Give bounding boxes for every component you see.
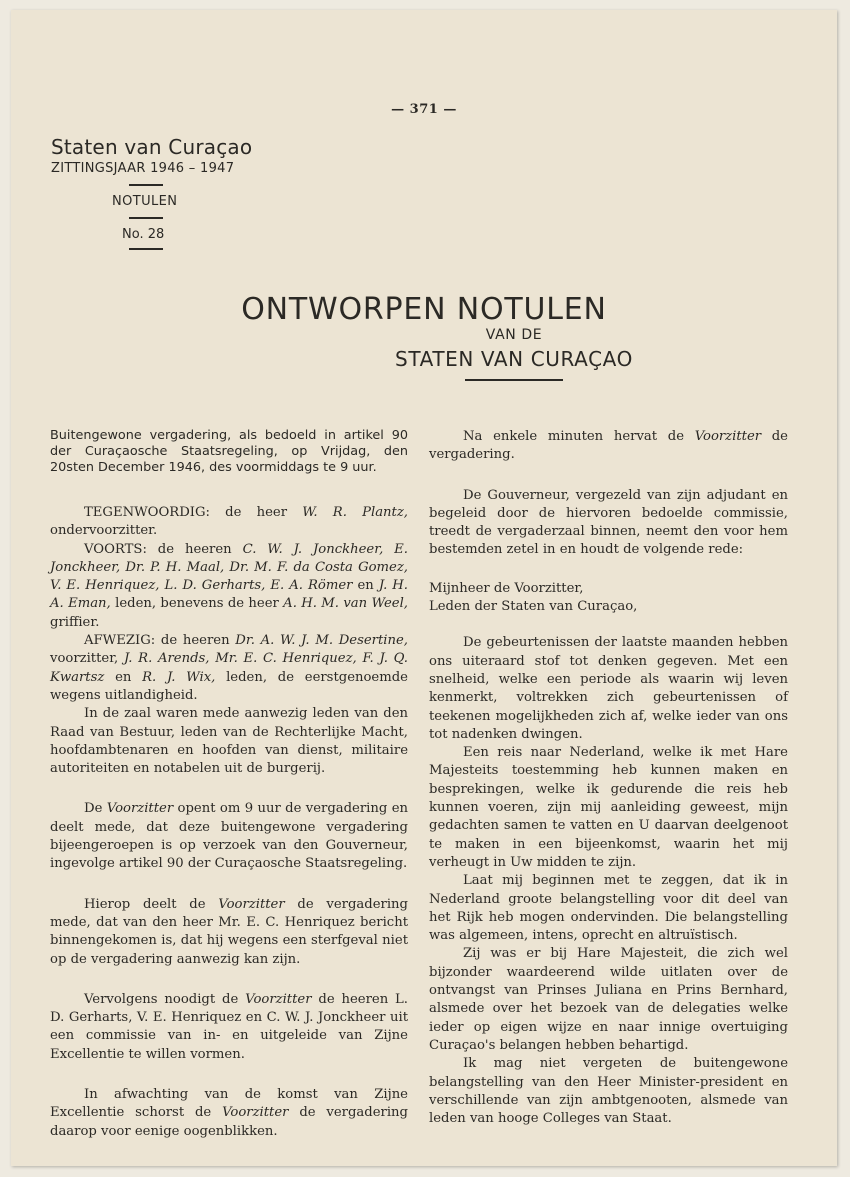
paragraph-present: TEGENWOORDIG: de heer W. R. Plantz, ondervoorzitter. xyxy=(50,505,408,539)
paragraph-commission: Vervolgens noodigt de Voorzitter de heeren L. D. Gerharts, V. E. Henriquez en C. W. J. Jonckheer uit een commissie van in- en uitgeleide van Zijne Excellentie te willen vormen. xyxy=(50,991,408,1062)
speech-paragraph: De gebeurtenissen der laatste maanden hebben ons uiteraard stof tot denken gegeven. Met een snelheid, welke een periode als waarin wij leven kenmerkt, voltrekken zich gebeurtenissen of teekenen mogelijkheden zich af, welke ieder van ons tot nadenken dwingen. xyxy=(429,635,788,742)
speech-paragraph: Laat mij beginnen met te zeggen, dat ik in Nederland groote belangstelling voor dit deel van het Rijk heb mogen ondervinden. Die belangstelling was algemeen, intens, oprecht en altruïstisch. xyxy=(429,873,788,944)
paragraph-absent: AFWEZIG: de heeren Dr. A. W. J. M. Desertine, voorzitter, J. R. Arends, Mr. E. C. Henriquez, F. J. Q. Kwartsz en R. J. Wix, leden, de eerstgenoemde wegens uitlandigheid. xyxy=(50,633,408,703)
paragraph-opening: De Voorzitter opent om 9 uur de vergadering en deelt mede, dat deze buitengewone vergadering bijeengeroepen is op verzoek van den Gouverneur, ingevolge artikel 90 der Curaçaosche Staatsregeling. xyxy=(50,801,408,872)
paragraph-also-present: VOORTS: de heeren C. W. J. Jonckheer, E. Jonckheer, Dr. P. H. Maal, Dr. M. F. da Costa Gomez, V. E. Henriquez, L. D. Gerharts, E. A. Römer en J. H. A. Eman, leden, benevens de heer A. H. M. van Weel, griffier. xyxy=(50,541,408,630)
issue-number: No. 28 xyxy=(122,227,165,242)
right-column xyxy=(429,428,788,1128)
session-year: ZITTINGSJAAR 1946 – 1947 xyxy=(51,161,235,176)
paragraph-attendance: In de zaal waren mede aanwezig leden van den Raad van Bestuur, leden van de Rechterlijke Macht, hoofdambtenaren en hoofden van dienst, militaire autoriteiten en notabelen uit de burgerij. xyxy=(50,706,408,777)
speech-paragraph: Een reis naar Nederland, welke ik met Hare Majesteits toestemming heb kunnen maken en besprekingen, welke ik gedurende die reis heb kunnen voeren, zijn mij aanleiding geweest, mijn gedachten samen te vatten en U daarvan deelgenoot te maken in een bijeenkomst, waarin het mij verheugt in Uw midden te zijn. xyxy=(429,745,788,870)
paragraph-recess: In afwachting van de komst van Zijne Excellentie schorst de Voorzitter de vergadering daarop voor eenige oogenblikken. xyxy=(50,1087,408,1139)
left-column xyxy=(50,428,408,1141)
title-sub: VAN DE xyxy=(485,327,543,343)
paragraph-resume: Na enkele minuten hervat de Voorzitter de vergadering. xyxy=(429,429,788,463)
paragraph-notice: Hierop deelt de Voorzitter de vergadering mede, dat van den heer Mr. E. C. Henriquez bericht binnengekomen is, dat hij wegens een sterfgeval niet op de vergadering aanwezig kan zijn. xyxy=(50,896,408,967)
organization-name: Staten van Curaçao xyxy=(51,135,253,159)
paragraph-governor-enters: De Gouverneur, vergezeld van zijn adjudant en begeleid door de hiervoren bedoelde commissie, treedt de vergaderzaal binnen, neemt den voor hem bestemden zetel in en houdt de volgende rede: xyxy=(429,487,788,558)
speech-paragraph: Zij was er bij Hare Majesteit, die zich wel bijzonder waardeerend wilde uitlaten over de ontvangst van Prinses Juliana en Prins Bernhard, alsmede over het bezoek van de delegaties welke ieder op eigen wijze en naar innige overtuiging Curaçao's belangen hebben behartigd. xyxy=(429,946,788,1053)
divider xyxy=(129,217,163,219)
salutation-chair: Mijnheer de Voorzitter, xyxy=(429,580,584,596)
speech-paragraph: Ik mag niet vergeten de buitengewone belangstelling van den Heer Minister-president en verschillende van zijn ambtgenooten, alsmede van leden van hooge Colleges van Staat. xyxy=(429,1056,788,1127)
title-divider xyxy=(465,379,563,381)
title-staten: STATEN VAN CURAÇAO xyxy=(395,347,633,371)
meeting-intro: Buitengewone vergadering, als bedoeld in artikel 90 der Curaçaosche Staatsregeling, op Vrijdag, den 20sten December 1946, des voormiddags te 9 uur. xyxy=(50,428,408,475)
masthead xyxy=(51,135,271,258)
document-page xyxy=(11,10,837,1166)
section-label: NOTULEN xyxy=(112,194,178,209)
salutation-members: Leden der Staten van Curaçao, xyxy=(429,599,638,615)
divider xyxy=(129,248,163,250)
page-number: — 371 — xyxy=(391,102,457,117)
divider xyxy=(129,184,163,186)
title-main: ONTWORPEN NOTULEN xyxy=(241,292,607,327)
document-title xyxy=(11,292,837,381)
